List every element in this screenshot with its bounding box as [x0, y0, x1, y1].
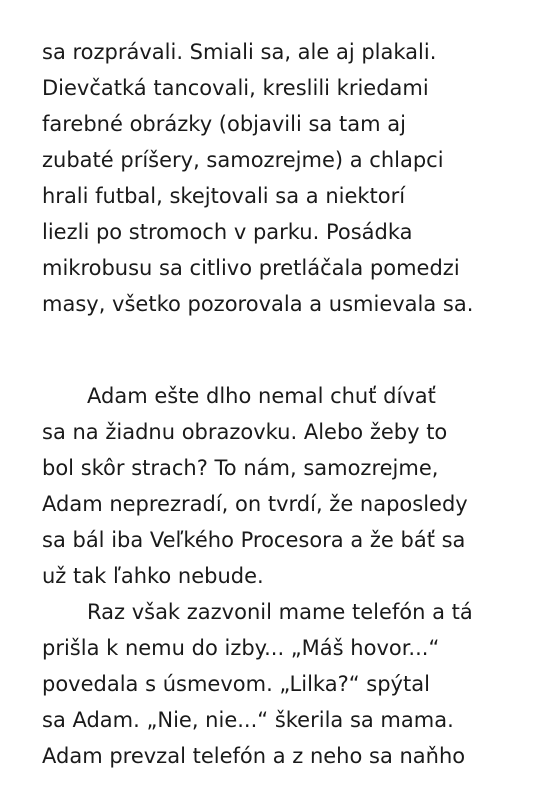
text-line: sa Adam. „Nie, nie...“ škerila sa mama. — [42, 708, 454, 732]
text-line: prišla k nemu do izby... „Máš hovor...“ — [42, 636, 440, 660]
text-line: Adam prevzal telefón a z neho sa naňho — [42, 744, 466, 768]
text-line: mikrobusu sa citlivo pretláčala pomedzi — [42, 256, 460, 280]
book-page — [42, 34, 522, 774]
text-line: sa rozprávali. Smiali sa, ale aj plakali. — [42, 40, 437, 64]
text-line: už tak ľahko nebude. — [42, 564, 264, 588]
paragraph-2 — [42, 378, 522, 594]
text-line: masy, všetko pozorovala a usmievala sa. — [42, 292, 474, 316]
text-line: bol skôr strach? To nám, samozrejme, — [42, 456, 439, 480]
text-line: liezli po stromoch v parku. Posádka — [42, 220, 413, 244]
text-line: Adam ešte dlho nemal chuť dívať — [87, 384, 436, 408]
text-line: sa bál iba Veľkého Procesora a že báť sa — [42, 528, 466, 552]
text-line: zubaté príšery, samozrejme) a chlapci — [42, 148, 444, 172]
paragraph-3 — [42, 594, 522, 774]
text-line: Adam neprezradí, on tvrdí, že naposledy — [42, 492, 468, 516]
section-break — [42, 322, 522, 378]
text-line: farebné obrázky (objavili sa tam aj — [42, 112, 406, 136]
paragraph-1 — [42, 34, 522, 322]
text-line: sa na žiadnu obrazovku. Alebo žeby to — [42, 420, 448, 444]
text-line: Dievčatká tancovali, kreslili kriedami — [42, 76, 429, 100]
text-line: hrali futbal, skejtovali sa a niektorí — [42, 184, 406, 208]
text-line: povedala s úsmevom. „Lilka?“ spýtal — [42, 672, 430, 696]
text-line: Raz však zazvonil mame telefón a tá — [87, 600, 473, 624]
